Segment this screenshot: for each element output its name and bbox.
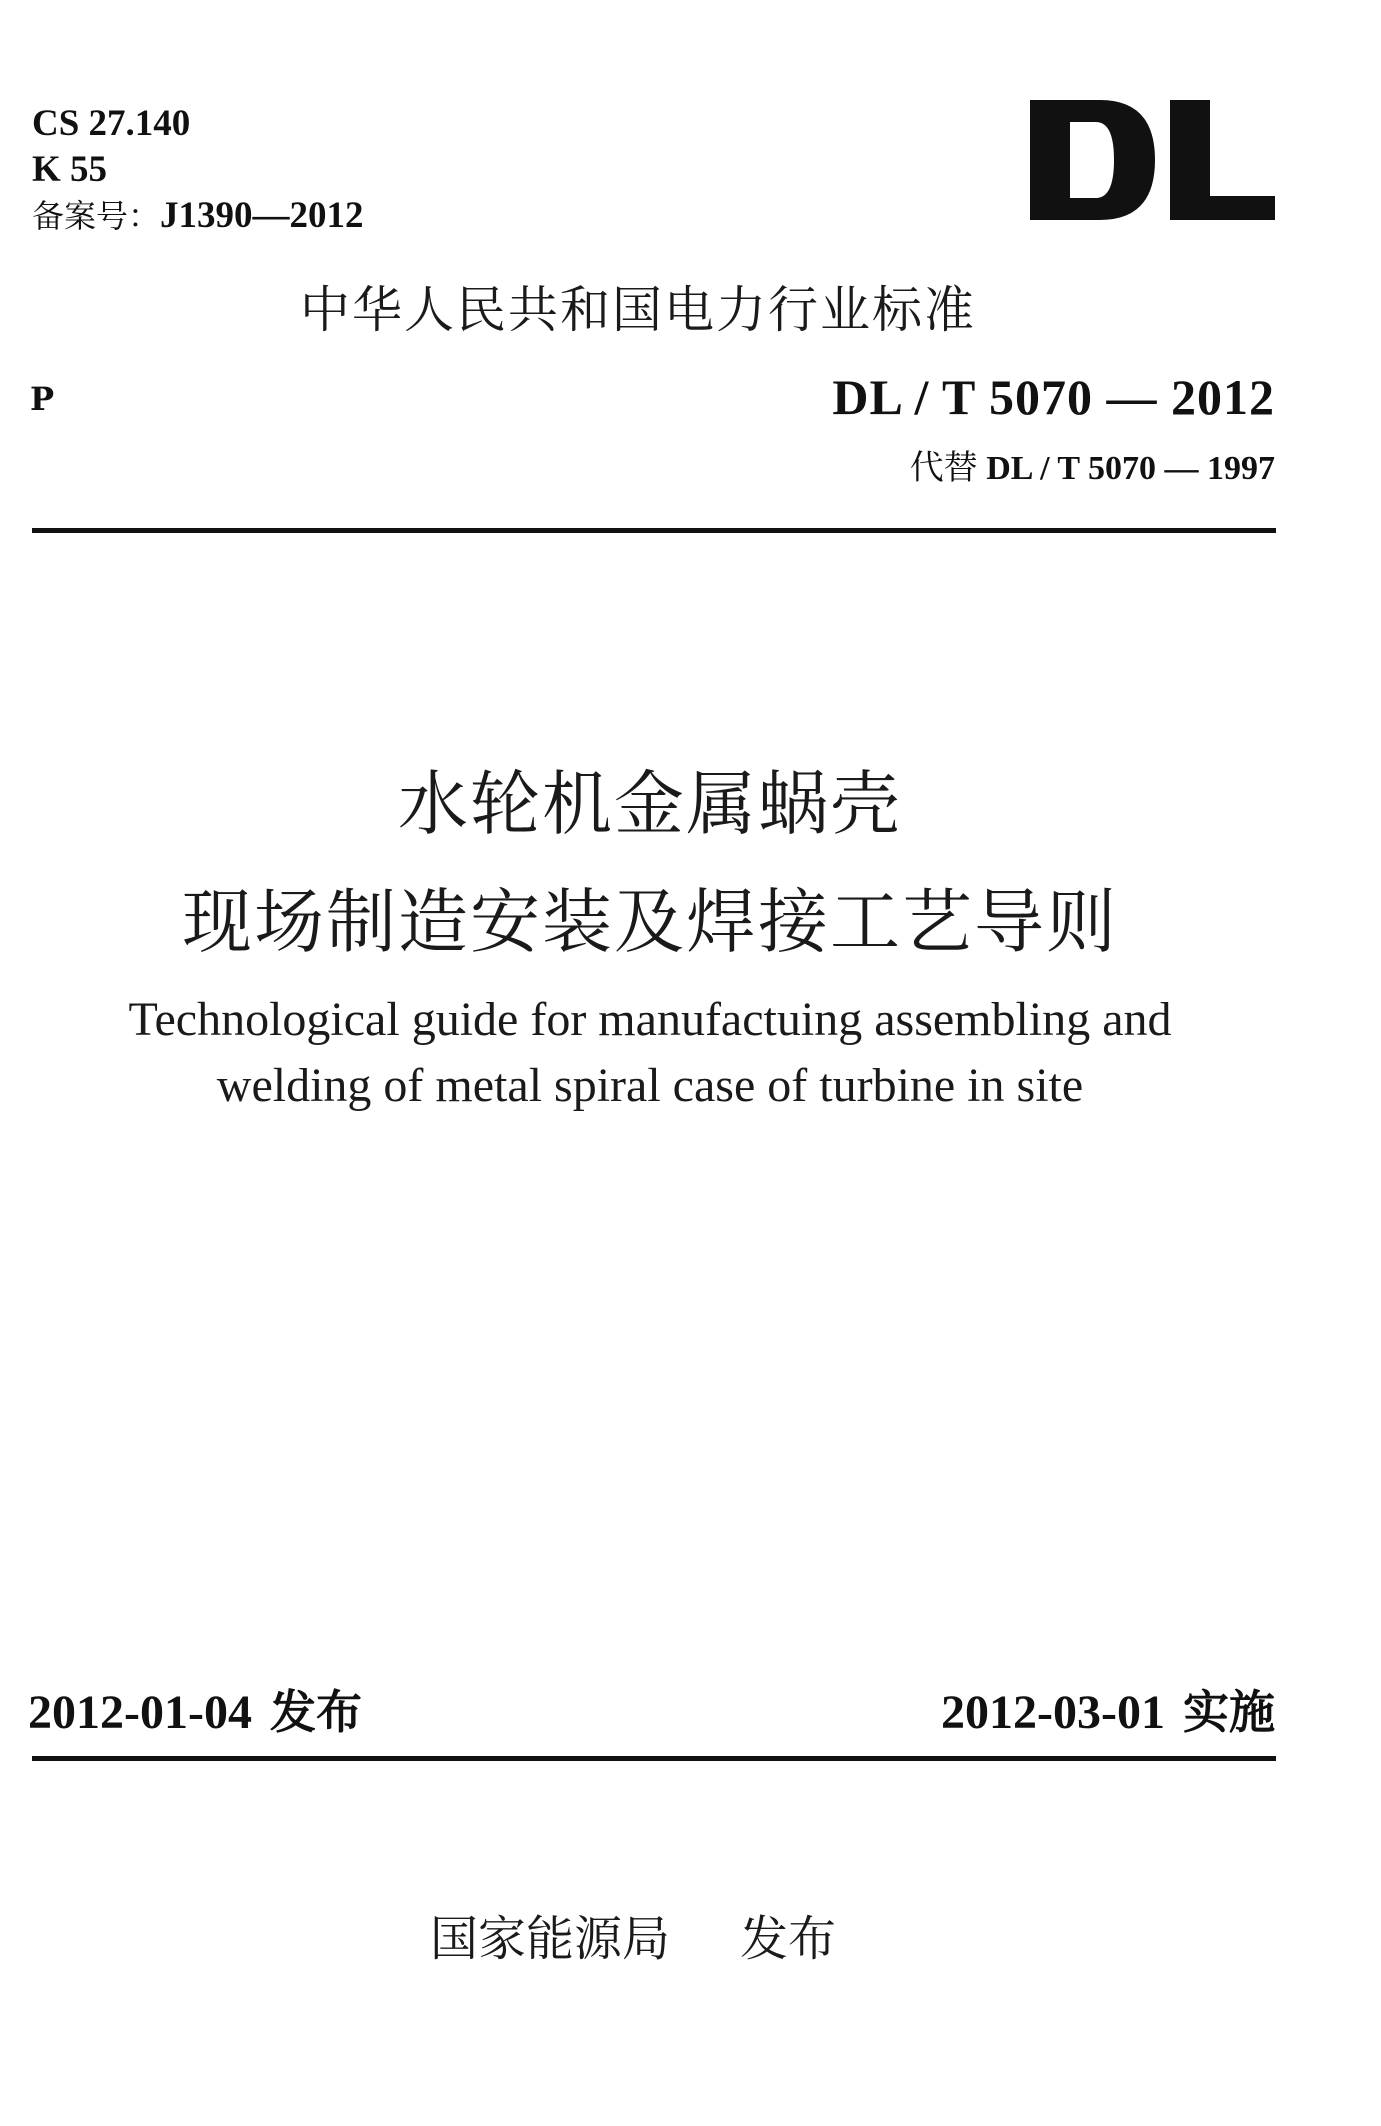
replaces-number: DL / T 5070 — 1997 — [986, 450, 1275, 487]
filing-number-value: J1390—2012 — [160, 195, 364, 236]
issue-date-value: 2012-01-04 — [28, 1686, 252, 1739]
issue-date-label: 发布 — [269, 1685, 362, 1739]
dl-logo — [1030, 100, 1275, 220]
replaces-label: 代替 — [909, 448, 978, 488]
bottom-divider — [32, 1756, 1276, 1761]
ccs-code: Κ 55 — [32, 149, 108, 190]
standard-number: DL / T 5070 — 2012 — [832, 369, 1275, 425]
implementation-date — [941, 1676, 1275, 1742]
ics-code: CS 27.140 — [32, 103, 191, 144]
filing-label: 备案号： — [32, 197, 161, 235]
implementation-date-label: 实施 — [1183, 1685, 1275, 1739]
implementation-date-value: 2012-03-01 — [941, 1686, 1165, 1739]
issuer-action: 发布 — [740, 1911, 837, 1967]
top-divider — [32, 528, 1276, 533]
issuer-name: 国家能源局 — [430, 1911, 671, 1967]
english-title-line-2: welding of metal spiral case of turbine in site — [216, 1059, 1084, 1112]
filing-number — [32, 196, 364, 236]
standard-category-title: 中华人民共和国电力行业标准 — [300, 281, 976, 339]
chinese-title-line-2: 现场制造安装及焊接工艺导则 — [182, 881, 1118, 963]
chinese-title-line-1: 水轮机金属蜗壳 — [398, 763, 902, 845]
left-edge-mark: P — [30, 380, 55, 418]
replaces-standard — [910, 440, 1275, 489]
issue-date — [28, 1676, 362, 1742]
english-title-line-1: Technological guide for manufactuing assembling and — [128, 993, 1172, 1046]
issuing-authority — [430, 1900, 836, 1969]
